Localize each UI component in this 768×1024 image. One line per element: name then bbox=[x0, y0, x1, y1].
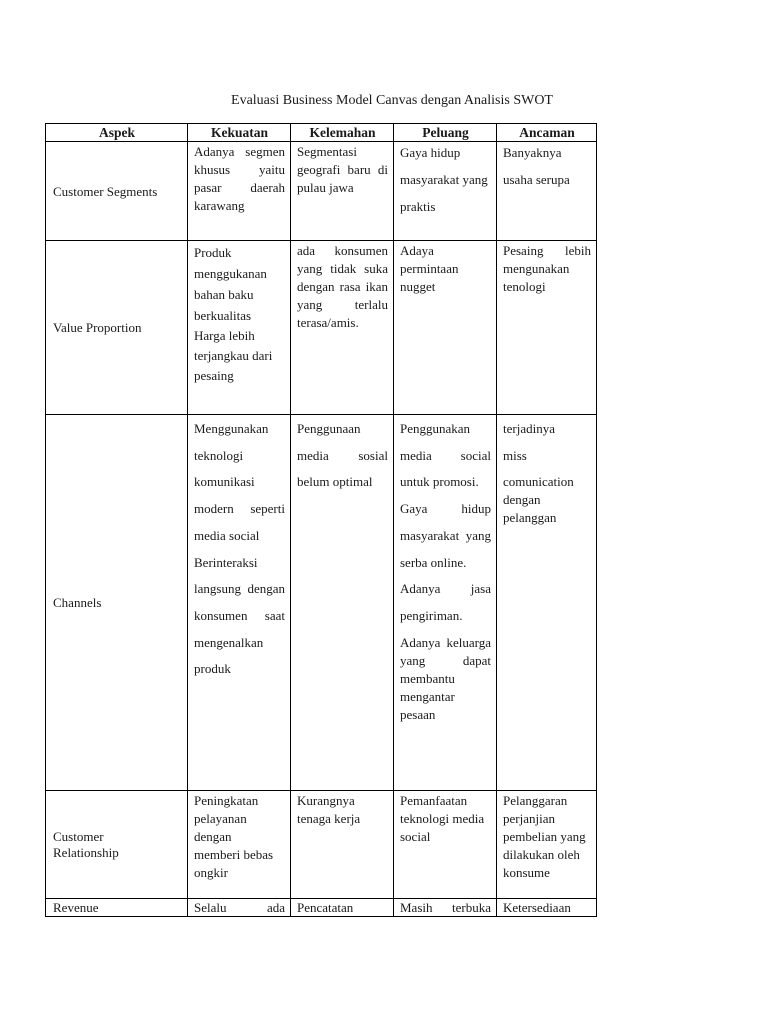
table-row-customer-relationship bbox=[46, 791, 597, 899]
cell-aspek: Customer Segments bbox=[46, 142, 188, 241]
cell-kelemahan bbox=[291, 415, 394, 791]
cell-text: comunication dengan pelanggan bbox=[503, 474, 574, 526]
cell-text: Gaya hidup masyarakat yang serba online. bbox=[400, 501, 491, 570]
table-row-channels bbox=[46, 415, 597, 791]
cell-text: Adanya segmen khusus yaitu pasar daerah karawang bbox=[194, 144, 285, 213]
cell-peluang bbox=[394, 791, 497, 899]
cell-text: Adanya jasa pengiriman. bbox=[400, 581, 491, 623]
cell-peluang: Masih terbuka bbox=[394, 899, 497, 917]
header-aspek: Aspek bbox=[46, 124, 188, 142]
cell-ancaman bbox=[497, 142, 597, 241]
cell-peluang bbox=[394, 241, 497, 415]
cell-aspek: Revenue bbox=[46, 899, 188, 917]
document-title: Evaluasi Business Model Canvas dengan Analisis SWOT bbox=[231, 93, 553, 108]
cell-text: Penggunakan media social untuk promosi. bbox=[400, 421, 491, 490]
cell-aspek: Customer Relationship bbox=[46, 791, 188, 899]
cell-kelemahan bbox=[291, 241, 394, 415]
cell-text: Gaya hidup masyarakat yang praktis bbox=[400, 145, 488, 214]
table-row-revenue bbox=[46, 899, 597, 917]
header-kelemahan: Kelemahan bbox=[291, 124, 394, 142]
cell-text: Banyaknya usaha serupa bbox=[503, 145, 570, 187]
cell-text: Harga lebih terjangkau dari pesaing bbox=[194, 328, 273, 383]
cell-kekuatan bbox=[188, 791, 291, 899]
cell-text: Adanya keluarga yang dapat membantu mengantar pesaan bbox=[400, 634, 491, 722]
cell-ancaman bbox=[497, 415, 597, 791]
table-row-customer-segments bbox=[46, 142, 597, 241]
cell-ancaman bbox=[497, 791, 597, 899]
cell-aspek: Value Proportion bbox=[46, 241, 188, 415]
cell-text: terjadinya miss bbox=[503, 421, 555, 463]
cell-kekuatan bbox=[188, 241, 291, 415]
cell-text: Peningkatan pelayanan dengan memberi bebas ongkir bbox=[194, 793, 274, 880]
table-row-value-proportion bbox=[46, 241, 597, 415]
cell-text: Produk menggukanan bahan baku berkualitas bbox=[194, 245, 267, 323]
cell-kekuatan bbox=[188, 415, 291, 791]
cell-text: Berinteraksi langsung dengan konsumen saat mengenalkan produk bbox=[194, 554, 285, 677]
cell-peluang bbox=[394, 142, 497, 241]
cell-kelemahan bbox=[291, 142, 394, 241]
cell-text: ada konsumen yang tidak suka dengan rasa ikan yang terlalu terasa/amis. bbox=[297, 243, 388, 330]
cell-text: Penggunaan media sosial belum optimal bbox=[297, 421, 388, 490]
cell-kekuatan bbox=[188, 142, 291, 241]
cell-text: Kurangnya tenaga kerja bbox=[297, 793, 361, 826]
cell-text: Pelanggaran perjanjian pembelian yang dilakukan oleh konsume bbox=[503, 793, 586, 880]
cell-aspek: Channels bbox=[46, 415, 188, 791]
cell-peluang bbox=[394, 415, 497, 791]
cell-ancaman bbox=[497, 241, 597, 415]
header-kekuatan: Kekuatan bbox=[188, 124, 291, 142]
cell-kelemahan bbox=[291, 791, 394, 899]
swot-table bbox=[45, 123, 597, 917]
cell-text: Pemanfaatan teknologi media social bbox=[400, 793, 485, 844]
cell-text: Adaya permintaan nugget bbox=[400, 243, 459, 294]
header-peluang: Peluang bbox=[394, 124, 497, 142]
cell-kelemahan: Pencatatan bbox=[291, 899, 394, 917]
header-ancaman: Ancaman bbox=[497, 124, 597, 142]
cell-text: Segmentasi geografi baru di pulau jawa bbox=[297, 144, 388, 195]
cell-ancaman: Ketersediaan bbox=[497, 899, 597, 917]
cell-text: Menggunakan teknologi komunikasi modern seperti media social bbox=[194, 421, 285, 543]
cell-kekuatan: Selalu ada bbox=[188, 899, 291, 917]
cell-text: Pesaing lebih mengunakan tenologi bbox=[503, 243, 591, 294]
